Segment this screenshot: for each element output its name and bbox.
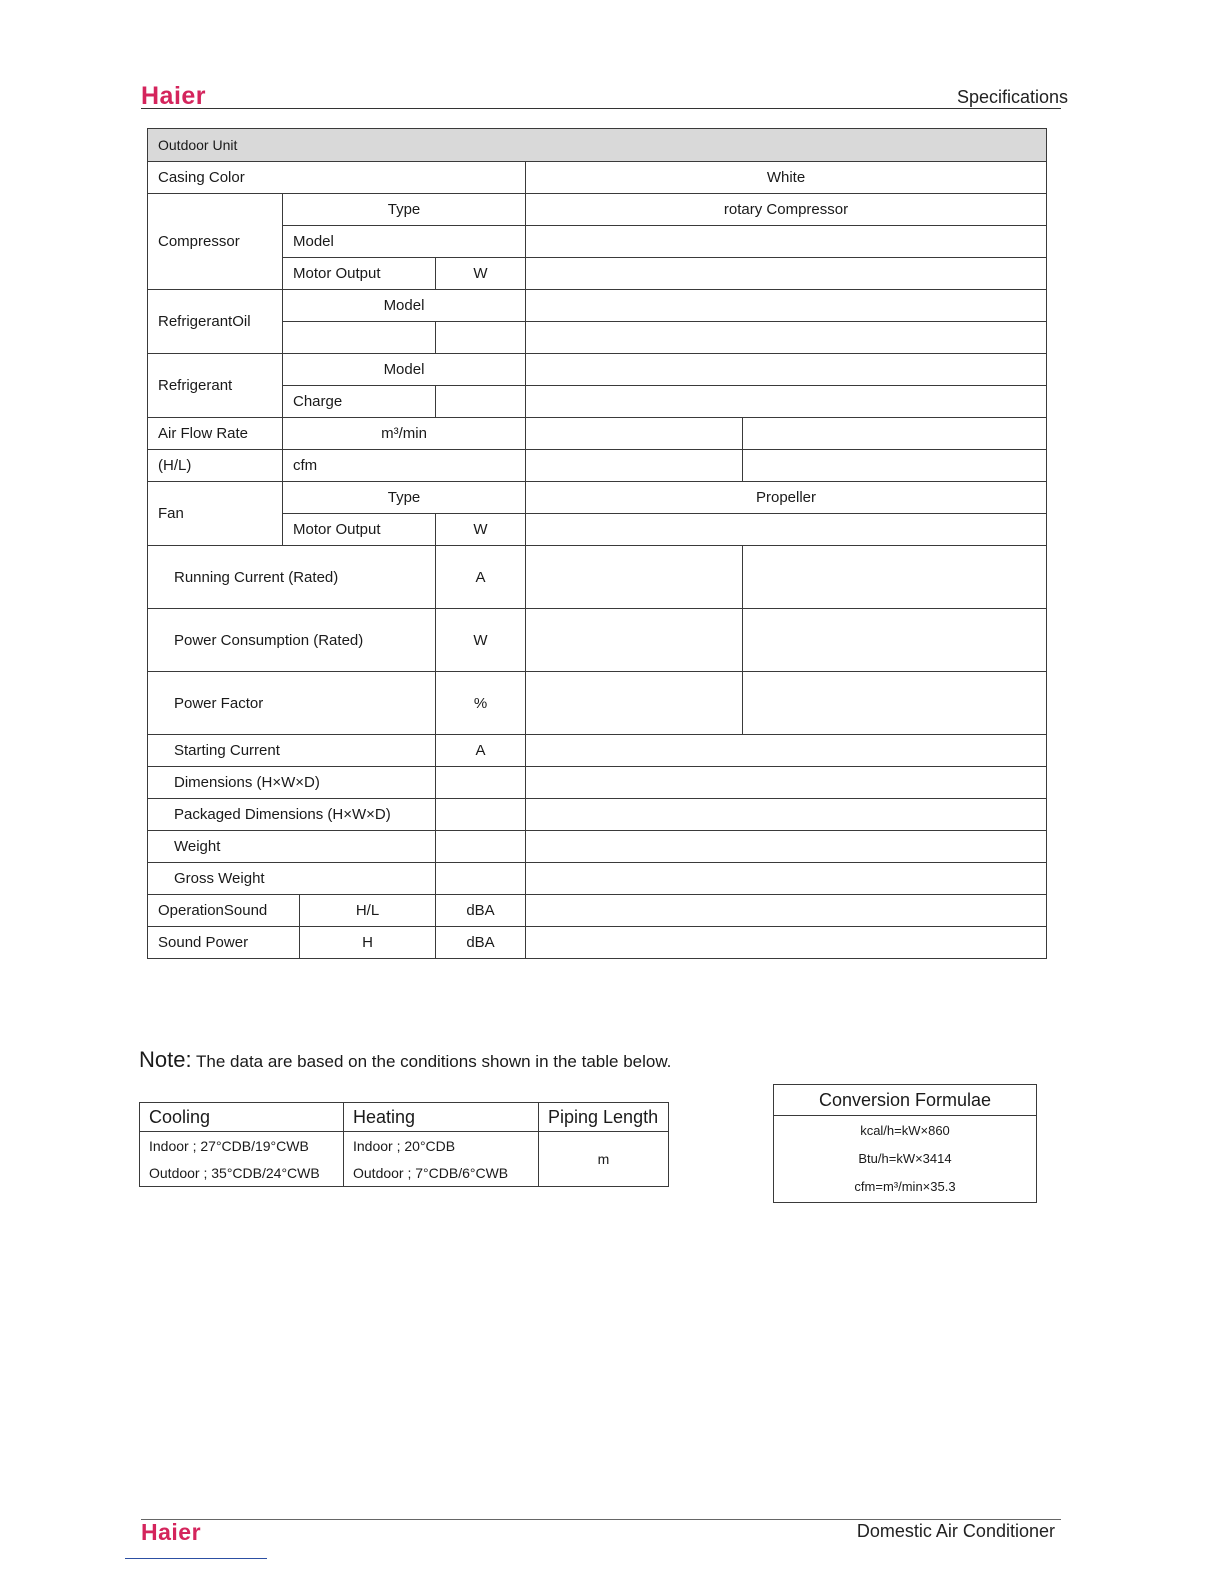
gross-weight-label: Gross Weight <box>148 863 436 895</box>
compressor-model-label: Model <box>283 226 526 258</box>
air-flow-label: Air Flow Rate <box>148 418 283 450</box>
starting-current-label: Starting Current <box>148 735 436 767</box>
air-flow-cfm-high <box>526 450 743 482</box>
compressor-type-label: Type <box>283 194 526 226</box>
footer-accent-line <box>125 1558 267 1559</box>
sound-power-unit: dBA <box>436 927 526 959</box>
formula-cfm: cfm=m³/min×35.3 <box>854 1179 956 1194</box>
running-current-cooling <box>526 546 743 609</box>
sound-power-label: Sound Power <box>148 927 300 959</box>
refrigerant-charge-label: Charge <box>283 386 436 418</box>
fan-label: Fan <box>148 482 283 546</box>
refrigerant-charge-value <box>526 386 1047 418</box>
piping-length-header: Piping Length <box>539 1103 669 1132</box>
operation-sound-label: OperationSound <box>148 895 300 927</box>
gross-weight-value <box>526 863 1047 895</box>
power-factor-heating <box>743 672 1047 735</box>
running-current-unit: A <box>436 546 526 609</box>
test-conditions-table <box>139 1102 669 1187</box>
fan-motor-output-label: Motor Output <box>283 514 436 546</box>
section-title: Specifications <box>956 87 1068 107</box>
weight-label: Weight <box>148 831 436 863</box>
refrigerant-oil-model-label: Model <box>283 290 526 322</box>
header-logo: Haier <box>141 82 207 110</box>
footer-logo: Haier <box>141 1519 202 1545</box>
dimensions-label: Dimensions (H×W×D) <box>148 767 436 799</box>
operation-sound-mode: H/L <box>300 895 436 927</box>
footer-label: Domestic Air Conditioner <box>856 1521 1055 1541</box>
conversion-title: Conversion Formulae <box>774 1085 1037 1116</box>
air-flow-m3-high <box>526 418 743 450</box>
fan-type-label: Type <box>283 482 526 514</box>
air-flow-m3-low <box>743 418 1047 450</box>
power-factor-unit: % <box>436 672 526 735</box>
operation-sound-unit: dBA <box>436 895 526 927</box>
footer-rule <box>141 1519 1061 1520</box>
cooling-header: Cooling <box>140 1103 344 1132</box>
note-text: The data are based on the conditions shown in the table below. <box>196 1052 672 1071</box>
power-consumption-heating <box>743 609 1047 672</box>
air-flow-unit-cfm: cfm <box>283 450 526 482</box>
cooling-indoor: Indoor ; 27°CDB/19°CWB <box>140 1132 344 1160</box>
heating-header: Heating <box>344 1103 539 1132</box>
heating-outdoor: Outdoor ; 7°CDB/6°CWB <box>344 1159 539 1187</box>
gross-weight-unit <box>436 863 526 895</box>
power-consumption-label: Power Consumption (Rated) <box>148 609 436 672</box>
weight-value <box>526 831 1047 863</box>
starting-current-value <box>526 735 1047 767</box>
running-current-label: Running Current (Rated) <box>148 546 436 609</box>
sound-power-mode: H <box>300 927 436 959</box>
refrigerant-model-label: Model <box>283 354 526 386</box>
packaged-dimensions-label: Packaged Dimensions (H×W×D) <box>148 799 436 831</box>
formula-btu: Btu/h=kW×3414 <box>858 1151 952 1166</box>
header-rule <box>141 108 1061 109</box>
air-flow-unit-m3: m³/min <box>283 418 526 450</box>
power-factor-cooling <box>526 672 743 735</box>
compressor-motor-output-value <box>526 258 1047 290</box>
refrigerant-model-value <box>526 354 1047 386</box>
packaged-dimensions-unit <box>436 799 526 831</box>
formula-kcal: kcal/h=kW×860 <box>860 1123 950 1138</box>
outdoor-unit-spec-table <box>147 128 1047 959</box>
running-current-heating <box>743 546 1047 609</box>
compressor-motor-output-label: Motor Output <box>283 258 436 290</box>
conversion-formulae-table <box>773 1084 1037 1203</box>
conversion-formulas <box>774 1116 1037 1203</box>
starting-current-unit: A <box>436 735 526 767</box>
dimensions-value <box>526 767 1047 799</box>
note <box>139 1047 671 1073</box>
power-consumption-cooling <box>526 609 743 672</box>
cooling-outdoor: Outdoor ; 35°CDB/24°CWB <box>140 1159 344 1187</box>
fan-type-value: Propeller <box>526 482 1047 514</box>
power-consumption-unit: W <box>436 609 526 672</box>
refrigerant-oil-model-value <box>526 290 1047 322</box>
dimensions-unit <box>436 767 526 799</box>
packaged-dimensions-value <box>526 799 1047 831</box>
table-title: Outdoor Unit <box>148 129 1047 162</box>
fan-motor-output-value <box>526 514 1047 546</box>
fan-motor-output-unit: W <box>436 514 526 546</box>
air-flow-cfm-low <box>743 450 1047 482</box>
operation-sound-value <box>526 895 1047 927</box>
air-flow-label-hl: (H/L) <box>148 450 283 482</box>
refrigerant-charge-unit <box>436 386 526 418</box>
note-prefix: Note: <box>139 1047 192 1072</box>
power-factor-label: Power Factor <box>148 672 436 735</box>
refrigerant-oil-label: RefrigerantOil <box>148 290 283 354</box>
compressor-label: Compressor <box>148 194 283 290</box>
casing-color-value: White <box>526 162 1047 194</box>
refrigerant-oil-blank-label <box>283 322 436 354</box>
compressor-type-value: rotary Compressor <box>526 194 1047 226</box>
refrigerant-oil-blank-value <box>526 322 1047 354</box>
refrigerant-label: Refrigerant <box>148 354 283 418</box>
refrigerant-oil-blank-unit <box>436 322 526 354</box>
piping-length-unit: m <box>539 1132 669 1187</box>
weight-unit <box>436 831 526 863</box>
heating-indoor: Indoor ; 20°CDB <box>344 1132 539 1160</box>
sound-power-value <box>526 927 1047 959</box>
compressor-motor-output-unit: W <box>436 258 526 290</box>
compressor-model-value <box>526 226 1047 258</box>
casing-color-label: Casing Color <box>148 162 526 194</box>
